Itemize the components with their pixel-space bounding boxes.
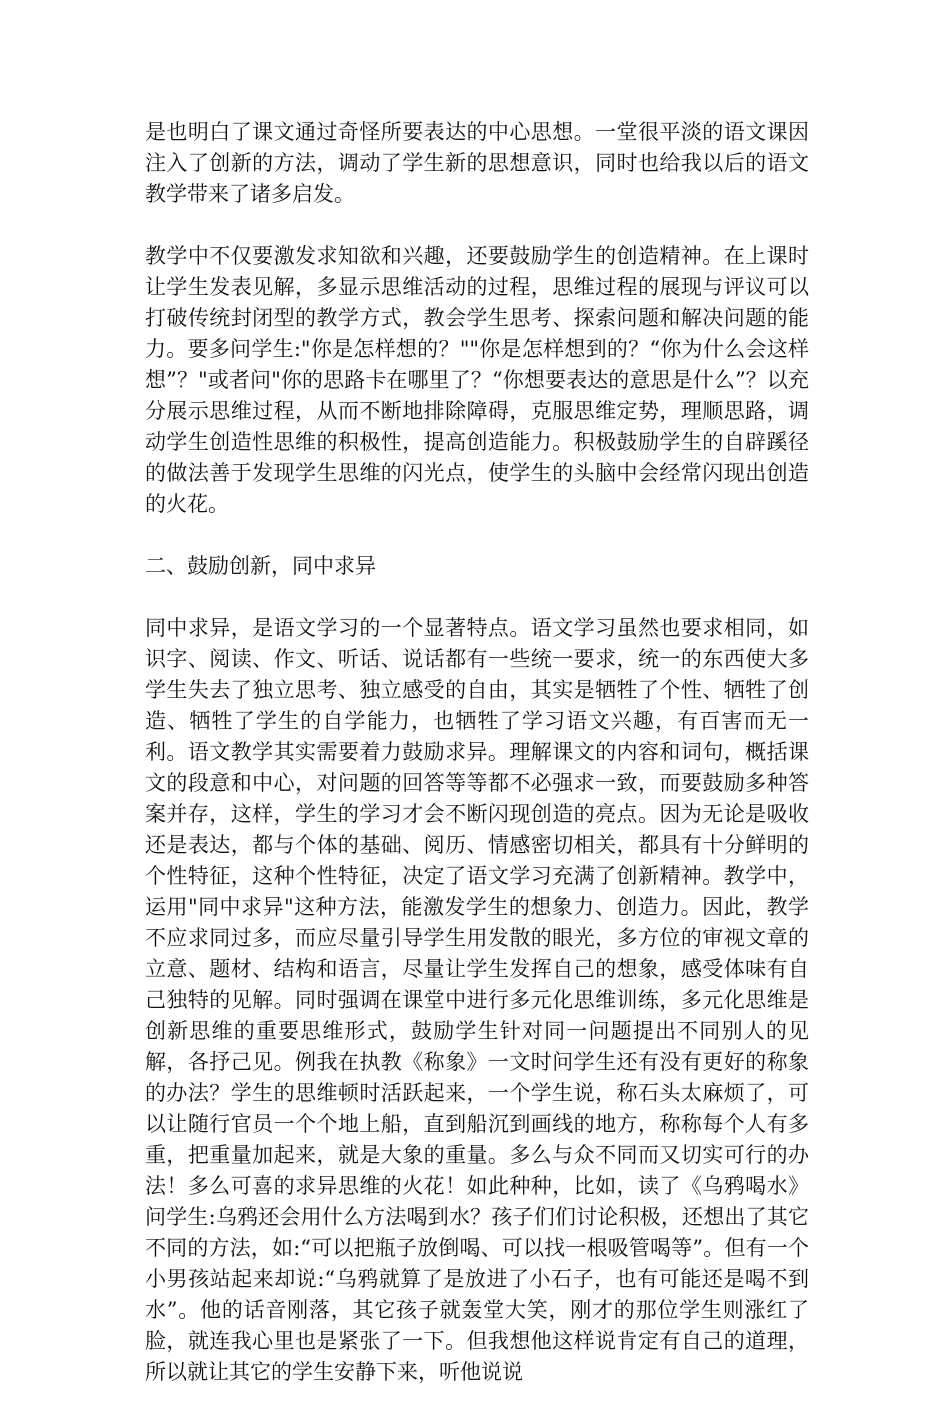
- paragraph-intro-conclusion: 是也明白了课文通过奇怪所要表达的中心思想。一堂很平淡的语文课因注入了创新的方法，调动了学生新的思想意识，同时也给我以后的语文教学带来了诸多启发。: [145, 120, 809, 206]
- document-page: [145, 117, 809, 1419]
- paragraph-seek-difference: 同中求异，是语文学习的一个显著特点。语文学习虽然也要求相同，如识字、阅读、作文、听话、说话都有一些统一要求，统一的东西使大多学生失去了独立思考、独立感受的自由，其实是牺牲了个性、牺牲了创造、牺牲了学生的自学能力，也牺牲了学习语文兴趣，有百害而无一利。语文教学其实需要着力鼓励求异。理解课文的内容和词句，概括课文的段意和中心，对问题的回答等等都不必强求一致，而要鼓励多种答案并存，这样，学生的学习才会不断闪现创造的亮点。因为无论是吸收还是表达，都与个体的基础、阅历、情感密切相关，都具有十分鲜明的个性特征，这种个性特征，决定了语文学习充满了创新精神。教学中，运用"同中求异"这种方法，能激发学生的想象力、创造力。因此，教学不应求同过多，而应尽量引导学生用发散的眼光，多方位的审视文章的立意、题材、结构和语言，尽量让学生发挥自己的想象，感受体味有自己独特的见解。同时强调在课堂中进行多元化思维训练，多元化思维是创新思维的重要思维形式，鼓励学生针对同一问题提出不同别人的见解，各抒己见。例我在执教《称象》一文时问学生还有没有更好的称象的办法？学生的思维顿时活跃起来，一个学生说，称石头太麻烦了，可以让随行官员一个个地上船，直到船沉到画线的地方，称称每个人有多重，把重量加起来，就是大象的重量。多么与众不同而又切实可行的办法！多么可喜的求异思维的火花！如此种种，比如，读了《乌鸦喝水》问学生:乌鸦还会用什么方法喝到水？孩子们们讨论积极，还想出了其它不同的方法，如:“可以把瓶子放倒喝、可以找一根吸管喝等”。但有一个小男孩站起来却说:“乌鸦就算了是放进了小石子，也有可能还是喝不到水”。他的话音刚落，其它孩子就轰堂大笑，刚才的那位学生则涨红了脸，就连我心里也是紧张了一下。但我想他这样说肯定有自己的道理，所以就让其它的学生安静下来，听他说说: [145, 616, 809, 1384]
- paragraph-creative-spirit: 教学中不仅要激发求知欲和兴趣，还要鼓励学生的创造精神。在上课时让学生发表见解，多显示思维活动的过程，思维过程的展现与评议可以打破传统封闭型的教学方式，教会学生思考、探索问题和解决问题的能力。要多问学生:"你是怎样想的？""你是怎样想到的？“你为什么会这样想”？"或者问"你的思路卡在哪里了？“你想要表达的意思是什么”？以充分展示思维过程，从而不断地排除障碍，克服思维定势，理顺思路，调动学生创造性思维的积极性，提高创造能力。积极鼓励学生的自辟蹊径的做法善于发现学生思维的闪光点，使学生的头脑中会经常闪现出创造的火花。: [145, 244, 809, 516]
- section-heading: 二、鼓励创新，同中求异: [145, 554, 376, 578]
